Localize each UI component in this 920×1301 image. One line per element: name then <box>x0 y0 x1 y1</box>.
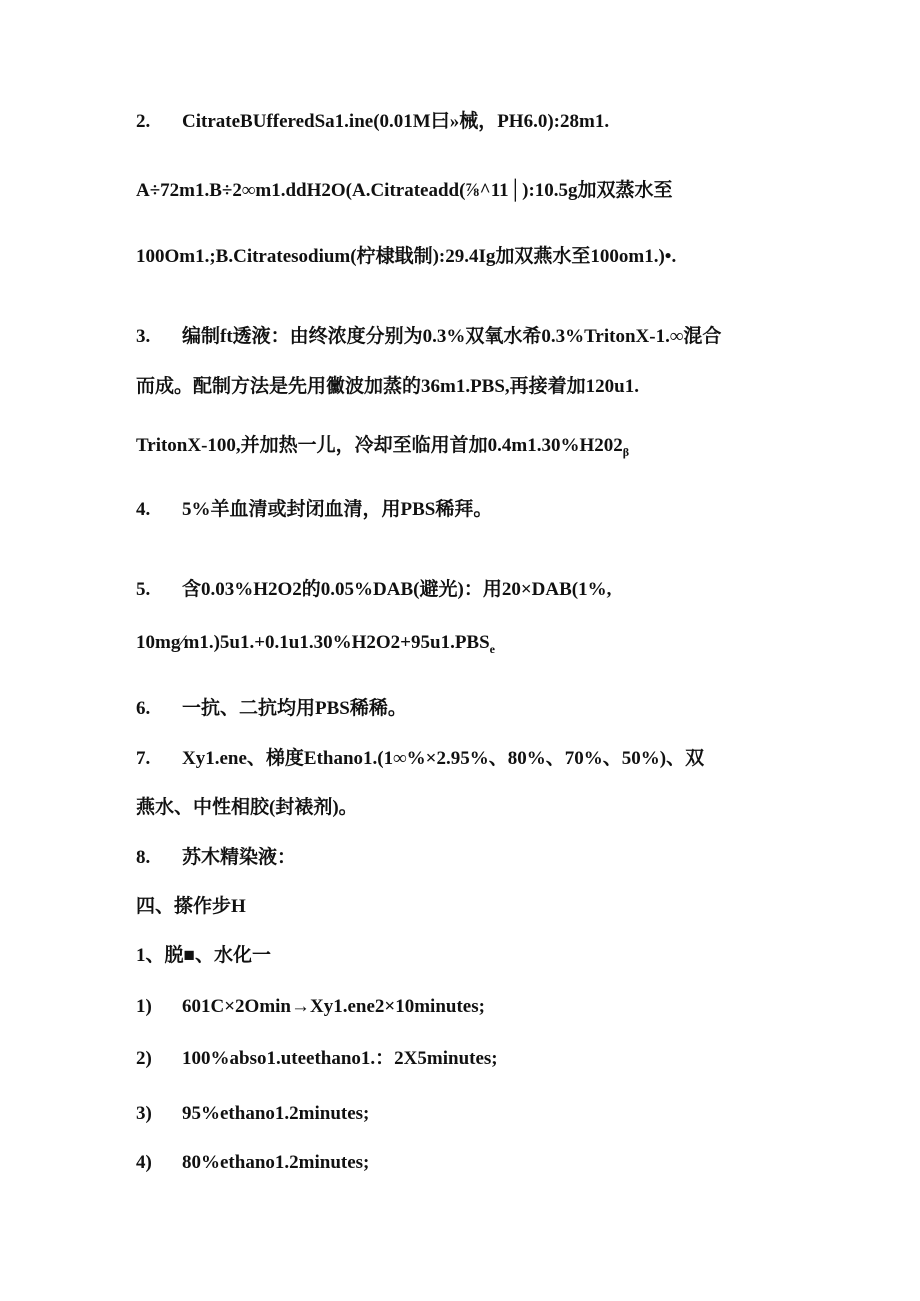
line-text: 5%羊血清或封闭血清，用PBS稀拜。 <box>182 499 493 520</box>
step-2 <box>136 1047 796 1071</box>
line-text: 苏木精染液： <box>182 847 297 868</box>
subscript: β <box>622 445 630 459</box>
line-2-cont-1 <box>136 179 796 203</box>
line-text: 一抗、二抗均用PBS稀稀。 <box>182 698 407 719</box>
line-2 <box>136 110 796 134</box>
step-number: 1) <box>136 996 152 1017</box>
line-text: CitrateBUfferedSa1.ine(0.01M曰»械，PH6.0):28m1. <box>182 111 610 132</box>
line-text: 燕水、中性相胶(封裱剂)。 <box>136 797 358 818</box>
line-3-cont-2 <box>136 434 796 464</box>
line-8 <box>136 846 796 870</box>
item-number: 8. <box>136 847 151 868</box>
heading-text: 四、搽作步H <box>136 896 246 917</box>
line-2-cont-2 <box>136 245 796 269</box>
item-number: 7. <box>136 748 151 769</box>
line-text: 10mg⁄m1.)5u1.+0.1u1.30%H2O2+95u1.PBS <box>136 632 490 653</box>
item-number: 5. <box>136 579 151 600</box>
line-5-cont <box>136 631 796 661</box>
step-1 <box>136 995 796 1019</box>
line-6 <box>136 697 796 721</box>
step-number: 2) <box>136 1048 152 1069</box>
line-5 <box>136 578 796 602</box>
section-heading <box>136 895 796 919</box>
item-number: 6. <box>136 698 151 719</box>
subsection-heading <box>136 944 796 968</box>
line-3-cont-1 <box>136 375 796 399</box>
line-7 <box>136 747 796 771</box>
line-text: 100Om1.;B.Citratesodium(柠棣戢制):29.4Ig加双燕水至100om1.)•. <box>136 246 677 267</box>
subscript: e <box>489 642 495 656</box>
line-4 <box>136 498 796 522</box>
step-4 <box>136 1151 796 1175</box>
line-text: 含0.03%H2O2的0.05%DAB(避光)：用20×DAB(1%, <box>182 579 612 600</box>
item-number: 4. <box>136 499 151 520</box>
step-text: 80%ethano1.2minutes; <box>182 1152 370 1173</box>
step-number: 3) <box>136 1103 152 1124</box>
line-text: Xy1.ene、梯度Ethano1.(1∞%×2.95%、80%、70%、50%)、双 <box>182 748 705 769</box>
item-number: 2. <box>136 111 151 132</box>
line-text: 编制ft透液：由终浓度分别为0.3%双氧水希0.3%TritonX-1.∞混合 <box>182 326 722 347</box>
item-number: 3. <box>136 326 151 347</box>
step-text: 601C×2Omin→Xy1.ene2×10minutes; <box>182 996 485 1017</box>
line-text: TritonX-100,并加热一儿，冷却至临用首加0.4m1.30%H202 <box>136 435 623 456</box>
line-text: A÷72m1.B÷2∞m1.ddH2O(A.Citrateadd(⅞^11│):10.5g加双蒸水至 <box>136 180 673 201</box>
step-3 <box>136 1102 796 1126</box>
step-text: 95%ethano1.2minutes; <box>182 1103 370 1124</box>
step-text: 100%abso1.uteethano1.：2X5minutes; <box>182 1048 498 1069</box>
heading-text: 1、脱■、水化一 <box>136 945 271 966</box>
line-3 <box>136 325 796 349</box>
step-number: 4) <box>136 1152 152 1173</box>
line-7-cont <box>136 796 796 820</box>
line-text: 而成。配制方法是先用黴波加蒸的36m1.PBS,再接着加120u1. <box>136 376 639 397</box>
